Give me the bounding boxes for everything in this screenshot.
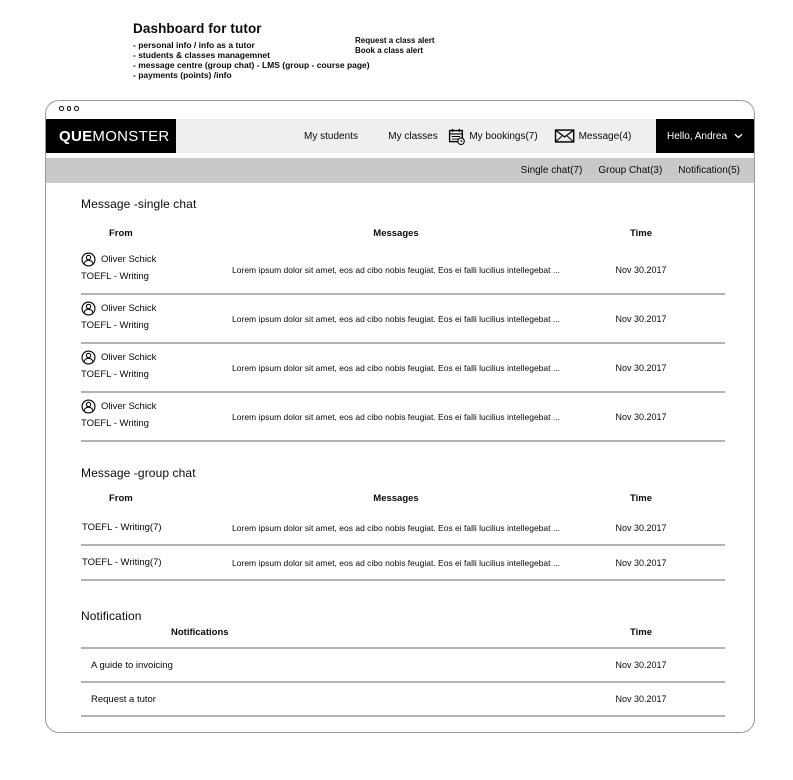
window-controls — [59, 106, 79, 111]
column-header-messages: Messages — [373, 493, 419, 504]
subnav-single-chat[interactable]: Single chat(7) — [520, 165, 583, 176]
annotation-block — [133, 21, 370, 80]
section-title: Message -group chat — [81, 466, 196, 480]
column-header-from: From — [109, 493, 133, 504]
table-row[interactable] — [81, 344, 725, 393]
table-row[interactable] — [81, 683, 725, 717]
notification-label: Request a tutor — [91, 693, 156, 705]
group-name: TOEFL - Writing(7) — [82, 557, 162, 568]
nav-label: My classes — [388, 130, 438, 142]
chat-subject: TOEFL - Writing — [81, 369, 149, 380]
annotation-bullet: - personal info / info as a tutor — [133, 40, 255, 50]
table-row[interactable] — [81, 546, 725, 581]
nav-message[interactable] — [555, 119, 632, 153]
message-time: Nov 30.2017 — [615, 522, 667, 533]
table-row[interactable] — [81, 393, 725, 442]
table-row[interactable] — [81, 246, 725, 295]
avatar-icon — [81, 252, 96, 267]
calendar-clock-icon — [448, 128, 465, 145]
side-note: Request a class alert — [355, 36, 435, 45]
annotation-bullet: - students & classes managemnet — [133, 50, 270, 60]
nav-label: Message(4) — [578, 130, 632, 142]
section-title: Message -single chat — [81, 197, 197, 211]
message-time: Nov 30.2017 — [615, 411, 667, 422]
nav-my-bookings[interactable] — [448, 119, 537, 153]
from-cell — [81, 399, 156, 429]
column-header-time: Time — [629, 627, 652, 638]
window-dot-icon[interactable] — [74, 106, 79, 111]
table-row[interactable] — [81, 511, 725, 546]
group-name: TOEFL - Writing(7) — [82, 522, 162, 533]
column-header-time: Time — [629, 228, 652, 239]
annotation-bullet: - payments (points) /info — [133, 70, 232, 80]
section-title: Notification — [81, 609, 142, 623]
avatar-icon — [81, 399, 96, 414]
column-header-notifications: Notifications — [171, 627, 229, 638]
message-time: Nov 30.2017 — [615, 557, 667, 568]
chat-subject: TOEFL - Writing — [81, 418, 149, 429]
message-preview: Lorem ipsum dolor sit amet, eos ad cibo nobis feugiat. Eos ei falli lucilius intellegebat ... — [232, 313, 560, 324]
annotation-side-notes — [355, 36, 435, 56]
annotation-bullets — [133, 40, 370, 80]
message-preview: Lorem ipsum dolor sit amet, eos ad cibo nobis feugiat. Eos ei falli lucilius intellegebat ... — [232, 557, 560, 568]
chat-subject: TOEFL - Writing — [81, 320, 149, 331]
nav-label: My students — [304, 130, 358, 142]
notification-label: A guide to invoicing — [91, 659, 173, 671]
window-dot-icon[interactable] — [67, 106, 72, 111]
greeting-label: Hello, Andrea — [666, 130, 728, 142]
table-row[interactable] — [81, 649, 725, 683]
side-note: Book a class alert — [355, 46, 424, 55]
window-dot-icon[interactable] — [59, 106, 64, 111]
nav-my-students[interactable] — [304, 119, 358, 153]
subnav-group-chat[interactable]: Group Chat(3) — [598, 165, 663, 176]
browser-window — [45, 100, 755, 733]
user-menu[interactable] — [656, 119, 754, 153]
from-cell — [81, 350, 156, 380]
logo-text: QUEMONSTER — [59, 127, 170, 145]
column-header-time: Time — [629, 493, 652, 504]
message-time: Nov 30.2017 — [615, 362, 667, 373]
message-preview: Lorem ipsum dolor sit amet, eos ad cibo nobis feugiat. Eos ei falli lucilius intellegebat ... — [232, 522, 560, 533]
nav-label: My bookings(7) — [469, 130, 538, 142]
message-preview: Lorem ipsum dolor sit amet, eos ad cibo nobis feugiat. Eos ei falli lucilius intellegebat ... — [232, 411, 560, 422]
notification-rows — [81, 649, 725, 717]
chevron-down-icon — [734, 133, 743, 139]
column-header-from: From — [109, 228, 133, 239]
chat-subject: TOEFL - Writing — [81, 271, 149, 282]
message-preview: Lorem ipsum dolor sit amet, eos ad cibo nobis feugiat. Eos ei falli lucilius intellegebat ... — [232, 264, 560, 275]
notification-time: Nov 30.2017 — [615, 660, 667, 670]
sender-name: Oliver Schick — [101, 352, 157, 363]
quemonster-logo — [46, 119, 176, 153]
single-chat-rows — [81, 246, 725, 442]
annotation-bullet: - message centre (group chat) - LMS (group - course page) — [133, 60, 370, 70]
avatar-icon — [81, 350, 96, 365]
table-row[interactable] — [81, 295, 725, 344]
message-preview: Lorem ipsum dolor sit amet, eos ad cibo nobis feugiat. Eos ei falli lucilius intellegebat ... — [232, 362, 560, 373]
sub-navbar — [46, 158, 754, 183]
subnav-notification[interactable]: Notification(5) — [678, 165, 740, 176]
message-time: Nov 30.2017 — [615, 264, 667, 275]
nav-my-classes[interactable] — [388, 119, 437, 153]
group-chat-rows — [81, 511, 725, 581]
top-navbar — [46, 119, 754, 153]
sender-name: Oliver Schick — [101, 401, 157, 412]
avatar-icon — [81, 301, 96, 316]
section-single-chat — [81, 197, 725, 429]
envelope-icon — [555, 129, 575, 143]
notification-time: Nov 30.2017 — [615, 694, 667, 704]
column-header-messages: Messages — [373, 228, 419, 239]
section-notification — [81, 609, 725, 705]
sender-name: Oliver Schick — [101, 254, 157, 265]
section-group-chat — [81, 466, 725, 568]
sender-name: Oliver Schick — [101, 303, 157, 314]
annotation-title: Dashboard for tutor — [133, 21, 262, 36]
from-cell — [81, 301, 156, 331]
from-cell — [81, 252, 156, 282]
message-time: Nov 30.2017 — [615, 313, 667, 324]
